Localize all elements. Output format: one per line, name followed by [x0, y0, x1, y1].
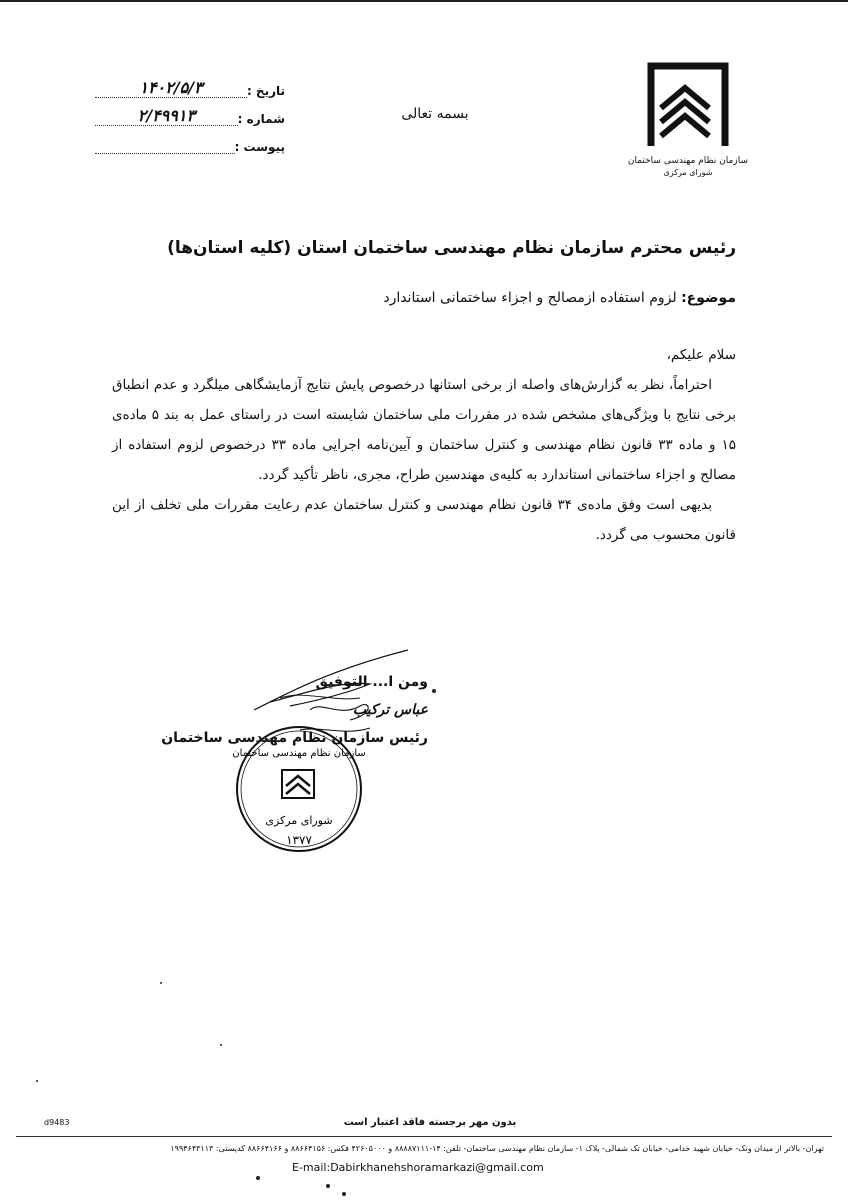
attachment-label: پیوست :	[234, 140, 285, 154]
scan-speck	[36, 1080, 38, 1082]
logo-emblem-icon	[643, 60, 733, 150]
date-row	[95, 70, 285, 98]
date-value: ۱۴۰۲/۵/۳	[95, 78, 247, 98]
footer-email: E-mail:Dabirkhanehshoramarkazi@gmail.com	[292, 1161, 544, 1174]
number-row	[95, 98, 285, 126]
official-seal-stamp	[232, 722, 367, 857]
subject-label: موضوع:	[681, 290, 736, 306]
document-ref-code: d9483	[44, 1118, 70, 1127]
body-paragraph-2: بدیهی است وفق ماده‌ی ۳۴ قانون نظام مهندسی و کنترل ساختمان عدم رعایت مقررات ملی تخلف از این قانون محسوب می گردد.	[112, 497, 736, 543]
seal-top-text: سازمان نظام مهندسی ساختمان	[232, 748, 366, 759]
signatory-name: عباس ترکیب	[352, 702, 428, 718]
top-border-line	[0, 0, 848, 2]
number-value: ۲/۴۹۹۱۳	[95, 106, 238, 126]
letter-meta	[95, 70, 285, 154]
letter-subject	[383, 290, 736, 306]
scan-speck	[256, 1176, 260, 1180]
scan-speck	[326, 1184, 330, 1188]
letter-addressee: رئیس محترم سازمان نظام مهندسی ساختمان استان (کلیه استان‌ها)	[167, 238, 736, 258]
seal-year: ۱۳۷۷	[286, 833, 312, 847]
footer-divider	[16, 1136, 832, 1137]
subject-text: لزوم استفاده ازمصالح و اجزاء ساختمانی استاندارد	[383, 290, 677, 306]
greeting: سلام علیکم،	[666, 347, 736, 363]
signatory-title: رئیس سازمان نظام مهندسی ساختمان	[161, 730, 428, 746]
attachment-row	[95, 126, 285, 154]
organization-logo	[628, 60, 748, 177]
stamp-validity-notice: بدون مهر برجسته فاقد اعتبار است	[343, 1117, 517, 1128]
scan-speck	[432, 689, 436, 693]
logo-org-name: سازمان نظام مهندسی ساختمان	[627, 156, 748, 166]
footer-address: تهران- بالاتر از میدان ونک- خیابان شهید خدامی- خیابان تک شمالی- پلاک ۱- سازمان نظام مهندسی ساختمان- تلفن: ۱۴-۸۸۸۸۷۱۱۱ و ۴۲۶۰۵۰۰۰ فکس: ۸۸۶۶۴۱۵۶ و ۸۸۶۶۴۱۶۶ کدپستی: ۱۹۹۴۶۴۳۱۱۳	[170, 1144, 824, 1153]
letter-body	[112, 340, 736, 550]
scan-speck	[160, 982, 162, 984]
seal-bottom-text: شورای مرکزی	[265, 814, 333, 827]
attachment-value	[95, 153, 235, 154]
scan-speck	[342, 1192, 346, 1196]
scan-speck	[220, 1044, 222, 1046]
logo-sub-text: شورای مرکزی	[663, 168, 713, 177]
date-label: تاریخ :	[246, 84, 285, 98]
number-label: شماره :	[237, 112, 285, 126]
body-paragraph-1: احتراماً، نظر به گزارش‌های واصله از برخی استانها درخصوص پایش نتایج آزمایشگاهی میلگرد و عدم انطباق برخی نتایج با ویژگی‌های مشخص شده در مقررات ملی ساختمان شایسته است در راستای عمل به بند ۵ ماده‌ی ۱۵ و ماده ۳۳ قانون نظام مهندسی و کنترل ساختمان و آیین‌نامه اجرایی ماده ۳۳ درخصوص لزوم استفاده از مصالح و اجزاء ساختمانی استاندارد به کلیه‌ی مهندسین طراح، مجری، ناظر تأکید گردد.	[112, 377, 737, 483]
closing-phrase: ومن ا... التوفیق	[315, 674, 428, 690]
bismillah-heading: بسمه تعالی	[401, 106, 469, 122]
